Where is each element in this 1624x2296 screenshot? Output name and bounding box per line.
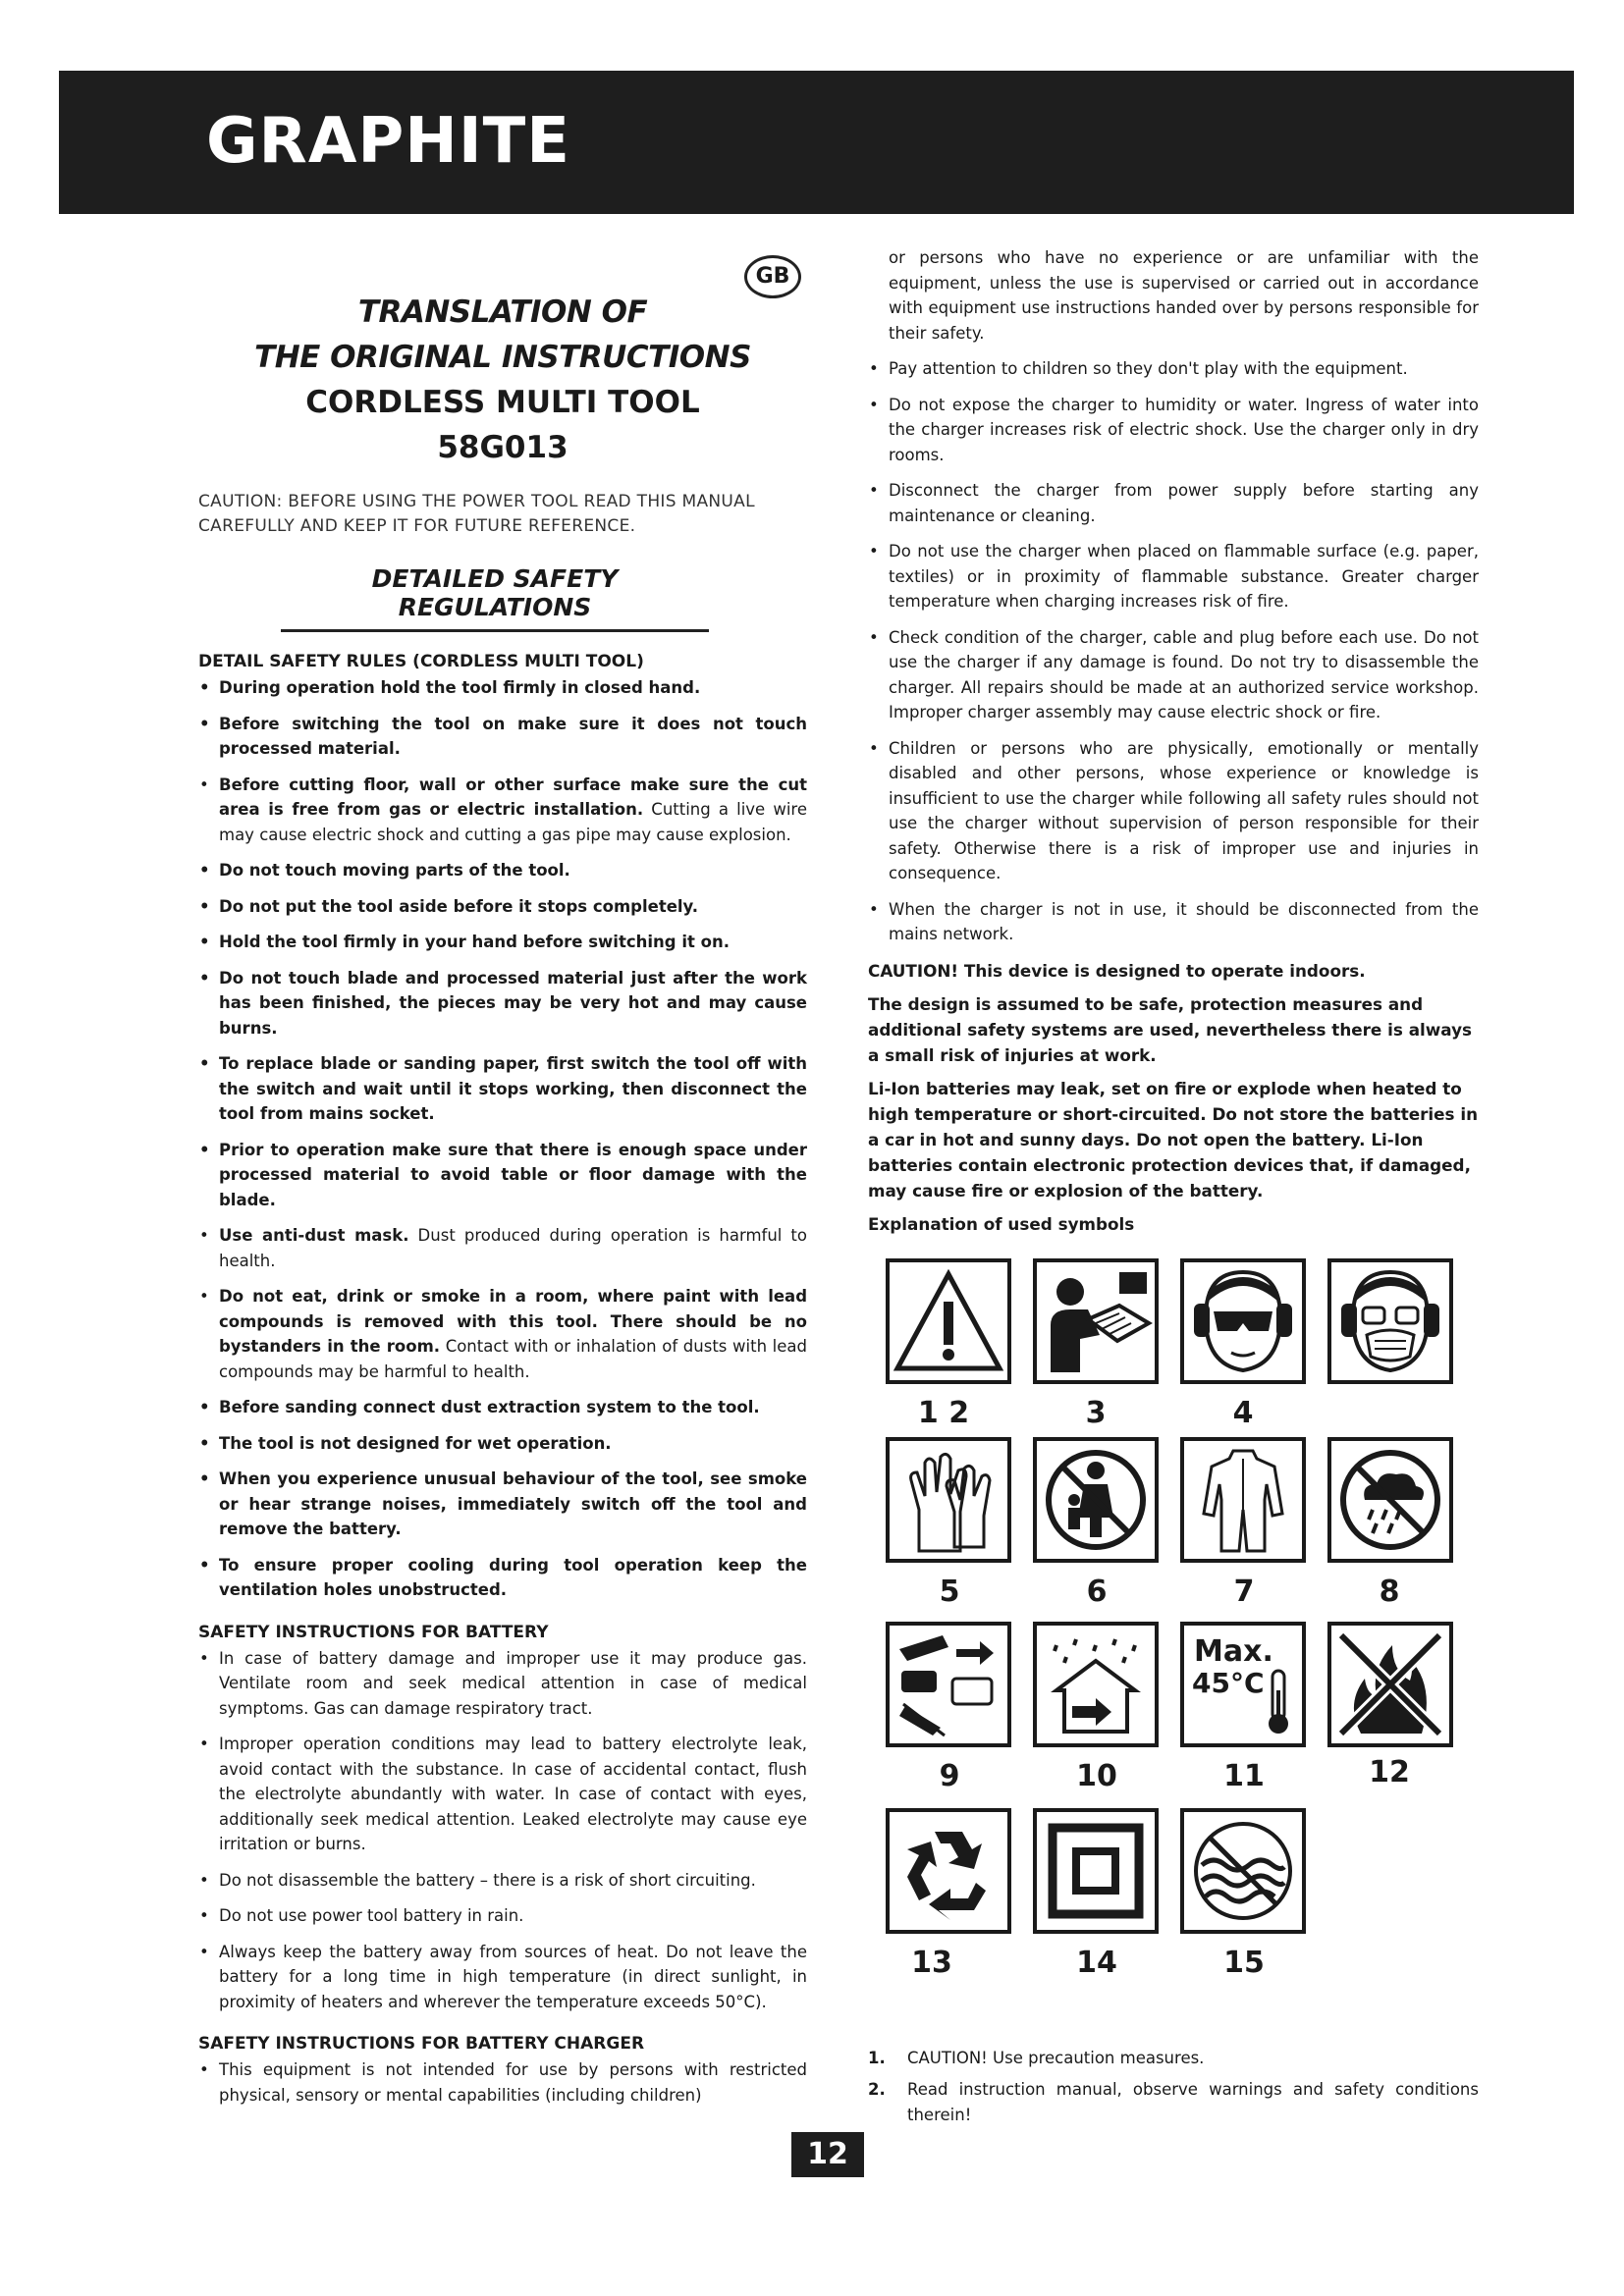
symbol-notes <box>868 2046 1479 2128</box>
note-text: Read instruction manual, observe warnings and safety conditions therein! <box>907 2079 1479 2124</box>
list-item-rest: Dust produced during operation is harmful to health. <box>219 1226 807 1270</box>
list-item: • When the charger is not in use, it should be disconnected from the mains network. <box>868 897 1479 947</box>
list-item-rest: Contact with or inhalation of dusts with lead compounds may be harmful to health. <box>219 1337 807 1381</box>
list-item: • Before sanding connect dust extraction system to the tool. <box>198 1395 807 1420</box>
title-line-1: TRANSLATION OF <box>357 294 648 330</box>
list-item: • Improper operation conditions may lead to battery electrolyte leak, avoid contact with the substance. In case of accidental contact, flush the electrolyte abundantly with water. In case of contact with eyes, additionally seek medical attention. Leaked electrolyte may cause eye irritation or burns. <box>198 1732 807 1857</box>
no-fire-icon <box>1327 1622 1453 1747</box>
list-item: • This equipment is not intended for use by persons with restricted physical, sensory or mental capabilities (including children) <box>198 2057 807 2108</box>
symbol-label: 8 <box>1379 1574 1400 1609</box>
class-ii-insulation-icon <box>1033 1808 1159 1934</box>
symbol-label: 7 <box>1233 1574 1255 1609</box>
list-item: • To ensure proper cooling during tool operation keep the ventilation holes unobstructed. <box>198 1553 807 1603</box>
gloves-icon <box>886 1437 1011 1563</box>
symbol-label: 9 <box>939 1758 960 1793</box>
list-item: • Do not touch moving parts of the tool. <box>198 858 807 883</box>
li-ion-warning: Li-Ion batteries may leak, set on fire or explode when heated to high temperature or short-circuited. Do not store the batteries in a car in hot and sunny days. Do not open the battery. Li-Ion batteries contain electronic protection devices that, if damaged, may cause fire or explosion of the battery. <box>868 1078 1479 1201</box>
recycle-icon <box>886 1808 1011 1934</box>
subheading-battery: SAFETY INSTRUCTIONS FOR BATTERY <box>198 1622 549 1642</box>
symbols-heading: Explanation of used symbols <box>868 1213 1135 1234</box>
note-text: CAUTION! Use precaution measures. <box>907 2048 1205 2067</box>
goggles-ear-protection-icon <box>1180 1258 1306 1384</box>
symbol-label: 11 <box>1223 1758 1265 1793</box>
title-block <box>198 290 807 470</box>
product-name: CORDLESS MULTI TOOL <box>305 385 700 420</box>
indoor-caution: CAUTION! This device is designed to operate indoors. <box>868 960 1366 981</box>
indoor-use-icon <box>1033 1622 1159 1747</box>
list-item: • Pay attention to children so they don't play with the equipment. <box>868 356 1479 382</box>
list-item: • Do not expose the charger to humidity or water. Ingress of water into the charger increases risk of electric shock. Use the charger only in dry rooms. <box>868 393 1479 468</box>
list-item-bold: Before cutting floor, wall or other surface make sure the cut area is free from gas or electric installation. <box>219 774 807 819</box>
list-item: • Disconnect the charger from power supply before starting any maintenance or cleaning. <box>868 478 1479 528</box>
caution-notice: CAUTION: BEFORE USING THE POWER TOOL READ THIS MANUAL CAREFULLY AND KEEP IT FOR FUTURE REFERENCE. <box>198 492 755 536</box>
note-number: 1. <box>868 2048 886 2067</box>
max-temp-line-2: 45°C <box>1192 1666 1265 1699</box>
list-item: • When you experience unusual behaviour of the tool, see smoke or hear strange noises, immediately switch off the tool and remove the battery. <box>198 1467 807 1542</box>
symbol-label: 14 <box>1076 1945 1117 1980</box>
protective-clothing-icon <box>1180 1437 1306 1563</box>
list-item: • Children or persons who are physically, emotionally or mentally disabled and other persons, whose experience or knowledge is insufficient to use the charger while following all safety rules should not use the charger without supervision of person responsible for their safety. Otherwise there is a risk of improper use and injuries in consequence. <box>868 736 1479 886</box>
list-item <box>198 1223 807 1273</box>
symbol-label: 13 <box>911 1945 952 1980</box>
list-item: • The tool is not designed for wet operation. <box>198 1431 807 1457</box>
section-title: DETAILED SAFETY REGULATIONS <box>281 564 709 632</box>
recycling-battery-icon <box>886 1622 1011 1747</box>
no-rain-icon <box>1327 1437 1453 1563</box>
header-bar <box>59 71 1574 214</box>
list-item <box>198 773 807 848</box>
list-item <box>198 1284 807 1384</box>
model-number: 58G013 <box>437 430 568 465</box>
design-safety-note: The design is assumed to be safe, protection measures and additional safety systems are used, nevertheless there is always a small risk of injuries at work. <box>868 993 1473 1065</box>
right-column <box>868 245 1479 2134</box>
list-item: • Hold the tool firmly in your hand before switching it on. <box>198 930 807 955</box>
list-item: • Before switching the tool on make sure it does not touch processed material. <box>198 712 807 762</box>
dust-mask-icon <box>1327 1258 1453 1384</box>
charger-rules-list-continued <box>868 356 1479 947</box>
charger-rules-list <box>198 2057 807 2108</box>
max-temperature-icon <box>1180 1622 1306 1747</box>
brand-logo: GRAPHITE <box>206 105 570 178</box>
subheading-tool-rules: DETAIL SAFETY RULES (CORDLESS MULTI TOOL) <box>198 652 644 671</box>
max-temp-line-1: Max. <box>1194 1633 1273 1669</box>
list-item: • During operation hold the tool firmly in closed hand. <box>198 675 807 701</box>
list-item: • Do not touch blade and processed material just after the work has been finished, the pieces may be very hot and may cause burns. <box>198 966 807 1041</box>
symbol-label: 10 <box>1076 1758 1117 1793</box>
list-item: • In case of battery damage and improper use it may produce gas. Ventilate room and seek medical attention in case of medical symptoms. Gas can damage respiratory tract. <box>198 1646 807 1722</box>
symbol-label: 6 <box>1086 1574 1108 1609</box>
symbol-label: 15 <box>1223 1945 1265 1980</box>
warning-triangle-icon <box>886 1258 1011 1384</box>
continued-paragraph: or persons who have no experience or are unfamiliar with the equipment, unless the use is supervised or carried out in accordance with equipment use instructions handed over by persons responsible for their safety. <box>889 248 1479 343</box>
no-water-icon <box>1180 1808 1306 1934</box>
note-number: 2. <box>868 2079 886 2099</box>
list-item: • Do not put the tool aside before it stops completely. <box>198 894 807 920</box>
symbol-label: 5 <box>939 1574 960 1609</box>
tool-rules-list <box>198 675 807 1603</box>
page-number: 12 <box>791 2132 864 2177</box>
list-item: • Check condition of the charger, cable and plug before each use. Do not use the charger if any damage is found. Do not try to disassemble the charger. All repairs should be made at an authorized service workshop. Improper charger assembly may cause electric shock or fire. <box>868 625 1479 725</box>
list-item-rest: Cutting a live wire may cause electric shock and cutting a gas pipe may cause explosion. <box>219 800 807 844</box>
no-children-icon <box>1033 1437 1159 1563</box>
title-line-2: THE ORIGINAL INSTRUCTIONS <box>254 340 751 375</box>
symbols-grid <box>868 1258 1479 2034</box>
symbol-label: 3 <box>1085 1395 1107 1430</box>
language-badge: GB <box>744 255 801 298</box>
symbol-label: 12 <box>1369 1754 1410 1789</box>
read-manual-icon <box>1033 1258 1159 1384</box>
list-item: • Do not disassemble the battery – there is a risk of short circuiting. <box>198 1868 807 1894</box>
list-item: • Always keep the battery away from sources of heat. Do not leave the battery for a long time in high temperature (in direct sunlight, in proximity of heaters and wherever the temperature exceeds 50°C). <box>198 1940 807 2015</box>
list-item-bold: Use anti-dust mask. <box>219 1226 409 1245</box>
subheading-charger: SAFETY INSTRUCTIONS FOR BATTERY CHARGER <box>198 2034 645 2054</box>
list-item: • Do not use power tool battery in rain. <box>198 1903 807 1929</box>
list-item: • To replace blade or sanding paper, first switch the tool off with the switch and wait until it stops working, then disconnect the tool from mains socket. <box>198 1051 807 1127</box>
list-item <box>868 2046 1479 2071</box>
list-item <box>868 2077 1479 2128</box>
symbol-label: 1 2 <box>917 1395 970 1430</box>
list-item: • Prior to operation make sure that there is enough space under processed material to avoid table or floor damage with the blade. <box>198 1138 807 1213</box>
battery-rules-list <box>198 1646 807 2015</box>
list-item-bold: Do not eat, drink or smoke in a room, where paint with lead compounds is removed with this tool. There should be no bystanders in the room. <box>219 1287 807 1356</box>
symbol-label: 4 <box>1232 1395 1254 1430</box>
left-column <box>198 240 807 2118</box>
list-item: • Do not use the charger when placed on flammable surface (e.g. paper, textiles) or in proximity of flammable substance. Greater charger temperature when charging increases risk of fire. <box>868 539 1479 614</box>
